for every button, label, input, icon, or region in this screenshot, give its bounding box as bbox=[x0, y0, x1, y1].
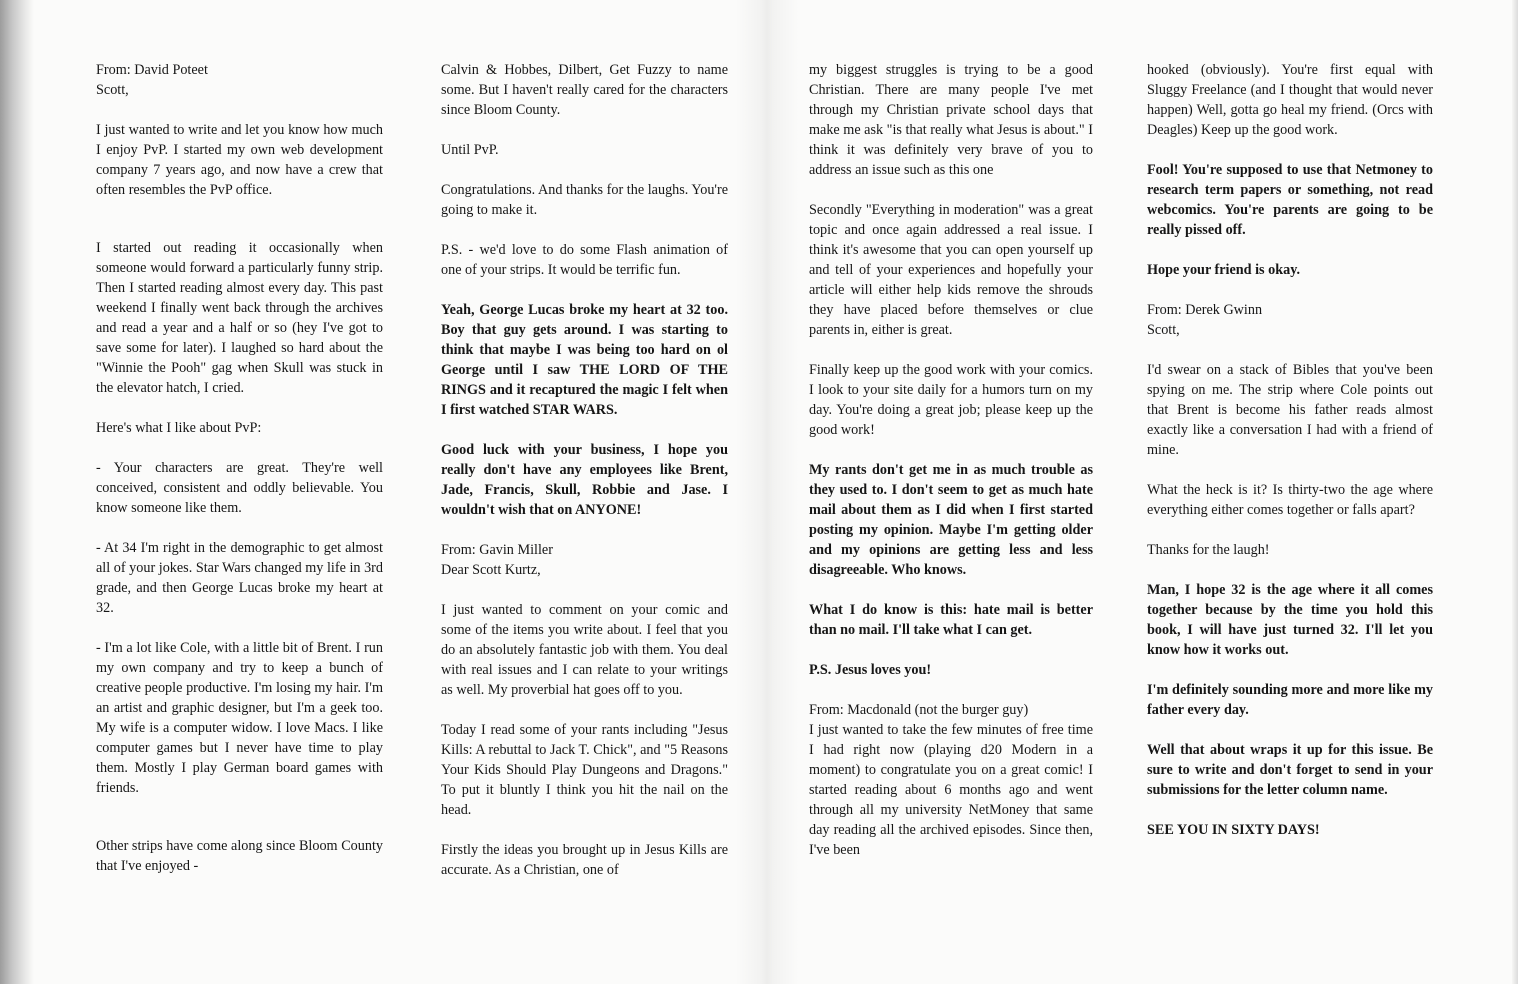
editor-reply: My rants don't get me in as much trouble as they used to. I don't seem to get as much hate mail about them as I did when I first started posting my opinion. Maybe I'm getting older and my opinions are getting less and less disagreeable. Who knows. bbox=[809, 462, 1093, 578]
column-2 bbox=[441, 60, 728, 900]
letter-paragraph: P.S. - we'd love to do some Flash animation of one of your strips. It would be terrific fun. bbox=[441, 242, 728, 278]
letter-header bbox=[96, 60, 383, 100]
letter-paragraph: I started out reading it occasionally when someone would forward a particularly funny strip. Then I started reading almost every day. This past weekend I finally went back through the archives and read a year and a half or so (hey I've got to save some for later). I laughed so hard about the "Winnie the Pooh" gag when Skull was stuck in the elevator hatch, I cried. bbox=[96, 240, 383, 396]
letter-paragraph: I just wanted to comment on your comic and some of the items you write about. I feel that you do an absolutely fantastic job with them. You deal with real issues and I can relate to your writings as well. My proverbial hat goes off to you. bbox=[441, 602, 728, 698]
letter-salutation: Scott, bbox=[1147, 322, 1180, 338]
letter-paragraph: - I'm a lot like Cole, with a little bit of Brent. I run my own company and try to keep a bunch of creative people productive. I'm losing my hair. I'm an artist and graphic designer, but I'm a geek too. My wife is a computer widow. I love Macs. I like computer games but I never have time to play them. Mostly I play German board games with friends. bbox=[96, 640, 383, 796]
letter-paragraph: Other strips have come along since Bloom County that I've enjoyed - bbox=[96, 838, 383, 874]
letter-salutation: Scott, bbox=[96, 82, 129, 98]
letter-paragraph: Thanks for the laugh! bbox=[1147, 542, 1270, 558]
letter-from: From: David Poteet bbox=[96, 62, 208, 78]
letter-paragraph: I just wanted to write and let you know how much I enjoy PvP. I started my own web development company 7 years ago, and now have a crew that often resembles the PvP office. bbox=[96, 122, 383, 198]
letter-paragraph: my biggest struggles is trying to be a good Christian. There are many people I've met through my Christian private school days that make me ask "is that really what Jesus is about." I think it was definitely very brave of you to address an issue such as this one bbox=[809, 62, 1093, 178]
editor-reply: Well that about wraps it up for this issue. Be sure to write and don't forget to send in your submissions for the letter column name. bbox=[1147, 742, 1433, 798]
letter-paragraph: Finally keep up the good work with your comics. I look to your site daily for a humors turn on my day. You're doing a great job; please keep up the good work! bbox=[809, 362, 1093, 438]
letter-from: From: Gavin Miller bbox=[441, 542, 553, 558]
letter-header bbox=[809, 700, 1093, 860]
letter-paragraph: I just wanted to take the few minutes of free time I had right now (playing d20 Modern in a moment) to congratulate you on a great comic! I started reading about 6 months ago and went through all my university NetMoney that same day reading all the archived episodes. Since then, I've been bbox=[809, 722, 1093, 858]
editor-reply: Good luck with your business, I hope you really don't have any employees like Brent, Jade, Francis, Skull, Robbie and Jase. I wouldn't wish that on ANYONE! bbox=[441, 442, 728, 518]
book-spine-shadow bbox=[0, 0, 34, 984]
editor-reply: Hope your friend is okay. bbox=[1147, 262, 1301, 278]
editor-reply: What I do know is this: hate mail is better than no mail. I'll take what I can get. bbox=[809, 602, 1093, 638]
letter-paragraph: Firstly the ideas you brought up in Jesus Kills are accurate. As a Christian, one of bbox=[441, 842, 728, 878]
letter-salutation: Dear Scott Kurtz, bbox=[441, 562, 541, 578]
letter-paragraph: Secondly "Everything in moderation" was a great topic and once again addressed a real issue. I think it's awesome that you can open yourself up and tell of your experiences and hopefully your article will either help kids remove the shrouds they have placed before themselves or clue parents in, either is great. bbox=[809, 202, 1093, 338]
column-4 bbox=[1147, 60, 1433, 860]
column-3 bbox=[809, 60, 1093, 880]
letter-paragraph: hooked (obviously). You're first equal with Sluggy Freelance (and I thought that would never happen) Well, gotta go heal my friend. (Orcs with Deagles) Keep up the good work. bbox=[1147, 62, 1433, 138]
editor-reply: Fool! You're supposed to use that Netmoney to research term papers or something, not read webcomics. You're parents are going to be really pissed off. bbox=[1147, 162, 1433, 238]
letter-from: From: Macdonald (not the burger guy) bbox=[809, 702, 1029, 718]
letter-paragraph: Here's what I like about PvP: bbox=[96, 420, 262, 436]
letter-header bbox=[1147, 300, 1433, 340]
letter-paragraph: Until PvP. bbox=[441, 142, 499, 158]
sign-off: SEE YOU IN SIXTY DAYS! bbox=[1147, 822, 1320, 838]
page-edge bbox=[1512, 0, 1518, 984]
letter-paragraph: Congratulations. And thanks for the laughs. You're going to make it. bbox=[441, 182, 728, 218]
column-1 bbox=[96, 60, 383, 896]
letter-paragraph: I'd swear on a stack of Bibles that you've been spying on me. The strip where Cole points out that Brent is become his father reads almost exactly like a conversation I had with a friend of mine. bbox=[1147, 362, 1433, 458]
center-gutter-shadow bbox=[735, 0, 799, 984]
editor-reply: Man, I hope 32 is the age where it all comes together because by the time you hold this book, I will have just turned 32. I'll let you know how it works out. bbox=[1147, 582, 1433, 658]
letter-paragraph: - Your characters are great. They're well conceived, consistent and oddly believable. You know someone like them. bbox=[96, 460, 383, 516]
letter-paragraph: - At 34 I'm right in the demographic to get almost all of your jokes. Star Wars changed my life in 3rd grade, and then George Lucas broke my heart at 32. bbox=[96, 540, 383, 616]
editor-reply: Yeah, George Lucas broke my heart at 32 too. Boy that guy gets around. I was starting to think that maybe I was being too hard on ol George until I saw THE LORD OF THE RINGS and it recaptured the magic I felt when I first watched STAR WARS. bbox=[441, 302, 728, 418]
letter-paragraph: Today I read some of your rants including "Jesus Kills: A rebuttal to Jack T. Chick", and "5 Reasons Your Kids Should Play Dungeons and Dragons." To put it bluntly I think you hit the nail on the head. bbox=[441, 722, 728, 818]
letter-paragraph: What the heck is it? Is thirty-two the age where everything either comes together or falls apart? bbox=[1147, 482, 1433, 518]
letter-from: From: Derek Gwinn bbox=[1147, 302, 1263, 318]
letter-header bbox=[441, 540, 728, 580]
editor-reply: I'm definitely sounding more and more like my father every day. bbox=[1147, 682, 1433, 718]
letter-paragraph: Calvin & Hobbes, Dilbert, Get Fuzzy to name some. But I haven't really cared for the characters since Bloom County. bbox=[441, 62, 728, 118]
editor-reply: P.S. Jesus loves you! bbox=[809, 662, 932, 678]
